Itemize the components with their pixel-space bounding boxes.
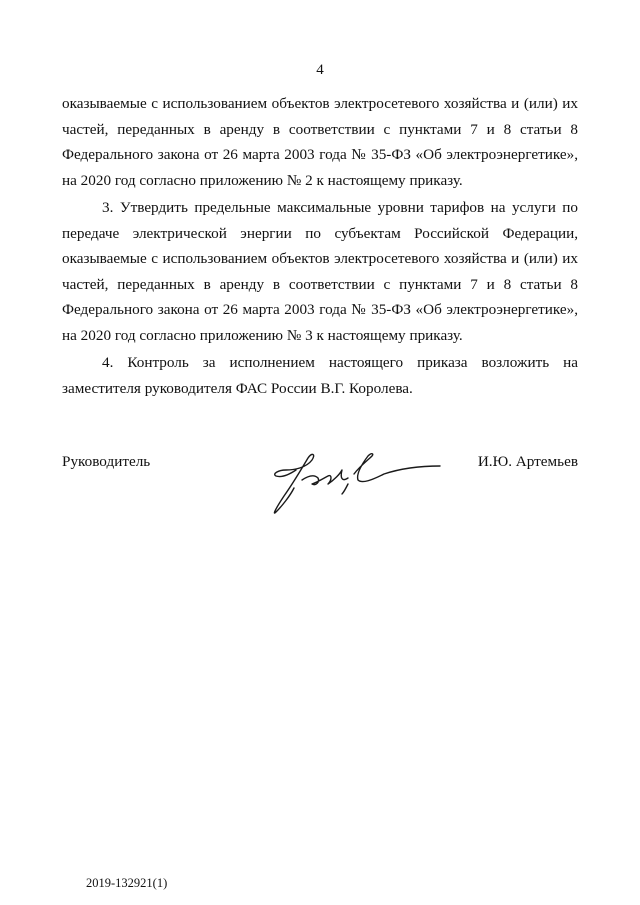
paragraph-continuation: оказываемые с использованием объектов электросетевого хозяйства и (или) их частей, переданных в аренду в соответствии с пунктами 7 и 8 статьи 8 Федерального закона от 26 марта 2003 года № 35-ФЗ «Об электроэнергетике», на 2020 год согласно приложению № 2 к настоящему приказу. xyxy=(62,95,578,189)
document-registration-code: 2019-132921(1) xyxy=(86,876,168,890)
paragraph-item-4: 4. Контроль за исполнением настоящего приказа возложить на заместителя руководителя ФАС России В.Г. Королева. xyxy=(62,354,578,397)
paragraph-item-3: 3. Утвердить предельные максимальные уровни тарифов на услуги по передаче электрической энергии по субъектам Российской Федерации, оказываемые с использованием объектов электросетевого хозяйства и (или) их частей, переданных в аренду в соответствии с пунктами 7 и 8 статьи 8 Федерального закона от 26 марта 2003 года № 35-ФЗ «Об электроэнергетике», на 2020 год согласно приложению № 3 к настоящему приказу. xyxy=(62,199,578,344)
signer-position-title: Руководитель xyxy=(62,453,151,470)
handwritten-signature xyxy=(262,440,462,530)
signer-name: И.Ю. Артемьев xyxy=(477,453,578,470)
page-number: 4 xyxy=(316,62,324,78)
